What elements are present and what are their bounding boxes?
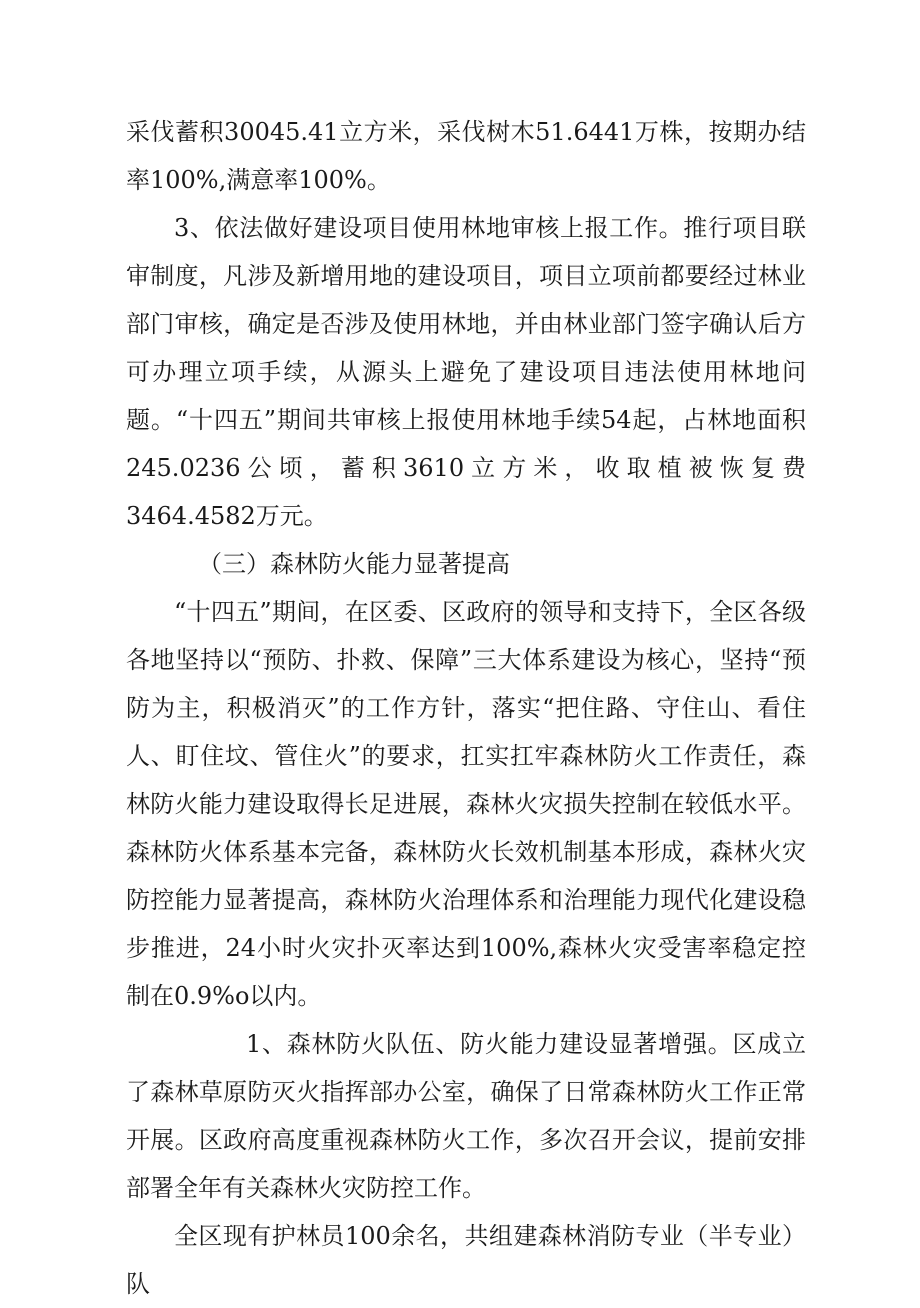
paragraph-item-1: 1、森林防火队伍、防火能力建设显著增强。区成立了森林草原防灭火指挥部办公室，确保了日常森林防火工作正常开展。区政府高度重视森林防火工作，多次召开会议，提前安排部署全年有关森林火灾防控工作。 [126, 1030, 806, 1202]
paragraph-section-body: “十四五”期间，在区委、区政府的领导和支持下，全区各级各地坚持以“预防、扑救、保障”三大体系建设为核心，坚持“预防为主，积极消灭”的工作方针，落实“把住路、守住山、看住人、盯住坟、管住火”的要求，扛实扛牢森林防火工作责任，森林防火能力建设取得长足进展，森林火灾损失控制在较低水平。森林防火体系基本完备，森林防火长效机制基本形成，森林火灾防控能力显著提高，森林防火治理体系和治理能力现代化建设稳步推进，24小时火灾扑灭率达到100%,森林火灾受害率稳定控制在0.9%o以内。 [126, 598, 806, 1010]
paragraph-rangers: 全区现有护林员100余名，共组建森林消防专业（半专业）队 [126, 1222, 806, 1298]
document-body [126, 108, 806, 1308]
paragraph-item-3: 3、依法做好建设项目使用林地审核上报工作。推行项目联审制度，凡涉及新增用地的建设项目，项目立项前都要经过林业部门审核，确定是否涉及使用林地，并由林业部门签字确认后方可办理立项手续，从源头上避免了建设项目违法使用林地问题。“十四五”期间共审核上报使用林地手续54起，占林地面积245.0236公顷，蓄积3610立方米，收取植被恢复费3464.4582万元。 [126, 214, 806, 530]
section-heading: （三）森林防火能力显著提高 [198, 550, 510, 578]
paragraph-continuation: 采伐蓄积30045.41立方米，采伐树木51.6441万株，按期办结率100%,满意率100%。 [126, 118, 806, 194]
